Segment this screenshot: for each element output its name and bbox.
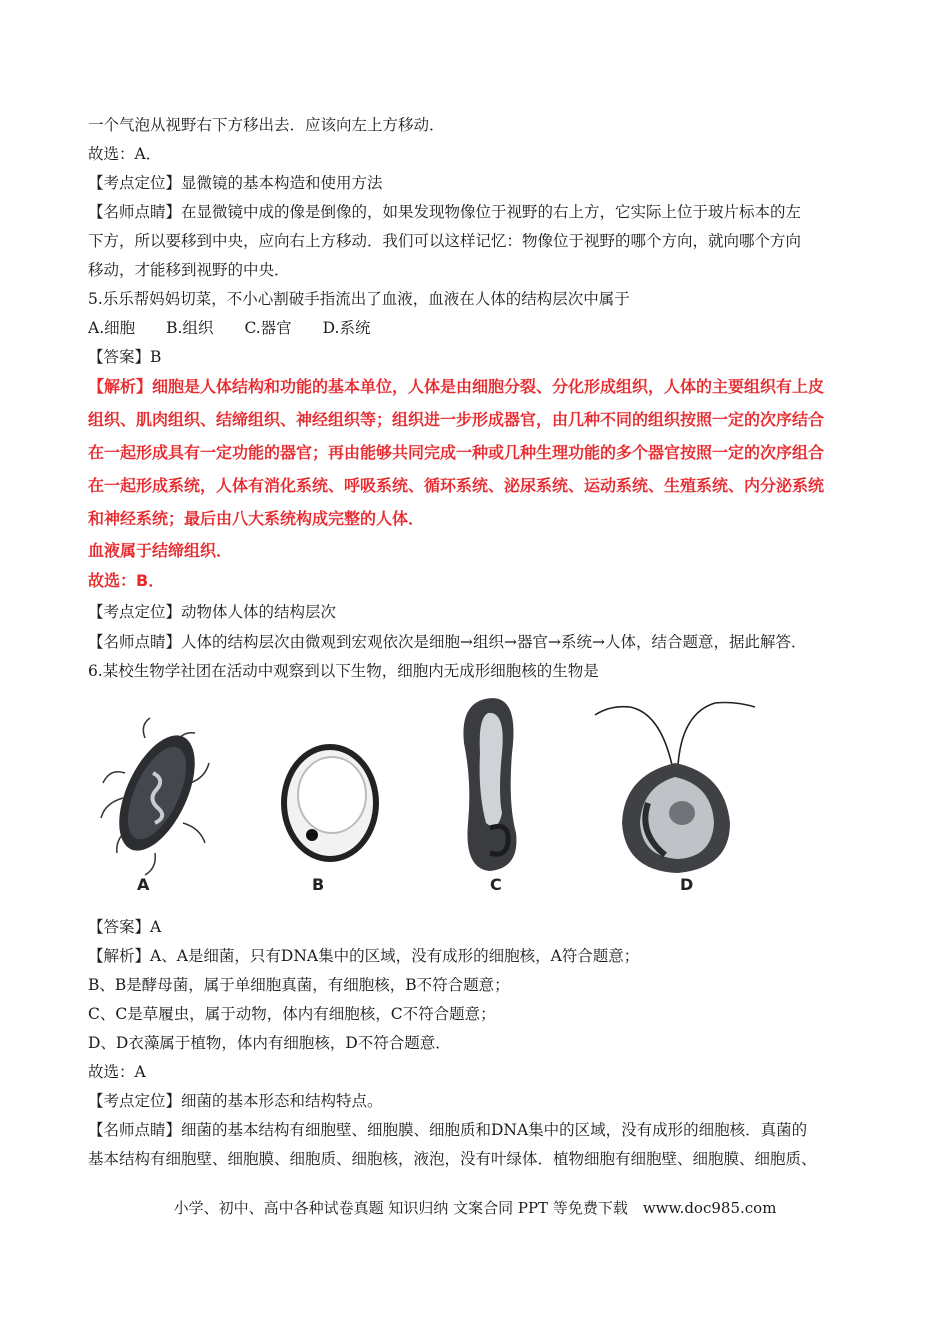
analysis-line: 【解析】细胞是人体结构和功能的基本单位，人体是由细胞分裂、分化形成组织，人体的主要组织有上皮 [88, 377, 825, 396]
bacterium-illustration [95, 713, 215, 883]
text-line: 一个气泡从视野右下方移出去．应该向左上方移动． [88, 116, 445, 134]
question-6: 6.某校生物学社团在活动中观察到以下生物，细胞内无成形细胞核的生物是 [88, 662, 599, 680]
explanation-line: 【解析】A、A是细菌，只有DNA集中的区域，没有成形的细胞核，A符合题意； [88, 947, 640, 965]
page-footer: 小学、初中、高中各种试卷真题 知识归纳 文案合同 PPT 等免费下载 www.doc985.com [173, 1199, 777, 1217]
question-6-answer: 【答案】A [88, 918, 162, 936]
analysis-line: 故选：B． [88, 571, 165, 590]
analysis-line: 和神经系统；最后由八大系统构成完整的人体． [88, 509, 425, 528]
topic-line: 【考点定位】细菌的基本形态和结构特点。 [88, 1092, 383, 1110]
teacher-note-line: 【名师点睛】在显微镜中成的像是倒像的，如果发现物像位于视野的右上方，它实际上位于玻片标本的左 [88, 203, 802, 221]
topic-line: 【考点定位】显微镜的基本构造和使用方法 [88, 174, 383, 192]
question-5-options: A.细胞 B.组织 C.器官 D.系统 [88, 319, 371, 337]
analysis-line: 血液属于结缔组织． [88, 541, 233, 560]
organism-figures [95, 693, 755, 903]
question-5: 5.乐乐帮妈妈切菜，不小心割破手指流出了血液，血液在人体的结构层次中属于 [88, 290, 630, 308]
figure-label-d: D [680, 875, 694, 894]
figure-label-c: C [490, 875, 502, 894]
analysis-line: 在一起形成系统，人体有消化系统、呼吸系统、循环系统、泌尿系统、运动系统、生殖系统、内分泌系统 [88, 476, 825, 495]
teacher-note-line: 【名师点睛】细菌的基本结构有细胞壁、细胞膜、细胞质和DNA集中的区域，没有成形的细胞核．真菌的 [88, 1121, 808, 1139]
analysis-line: 组织、肌肉组织、结缔组织、神经组织等；组织进一步形成器官，由几种不同的组织按照一定的次序结合 [88, 410, 825, 429]
teacher-note-line: 移动，才能移到视野的中央． [88, 261, 290, 279]
teacher-note-line: 下方，所以要移到中央，应向右上方移动．我们可以这样记忆：物像位于视野的哪个方向，就向哪个方向 [88, 232, 802, 250]
figure-label-a: A [137, 875, 150, 894]
teacher-note-line: 基本结构有细胞壁、细胞膜、细胞质、细胞核，液泡，没有叶绿体．植物细胞有细胞壁、细胞膜、细胞质、 [88, 1150, 817, 1168]
paramecium-illustration [450, 693, 540, 878]
answer-line: 故选：A [88, 1063, 146, 1081]
teacher-note-line: 【名师点睛】人体的结构层次由微观到宏观依次是细胞→组织→器官→系统→人体，结合题意，据此解答． [88, 633, 807, 651]
answer-line: 故选：A． [88, 145, 162, 163]
chlamydomonas-illustration [590, 693, 760, 883]
yeast-illustration [280, 743, 380, 863]
topic-line: 【考点定位】动物体人体的结构层次 [88, 603, 337, 621]
explanation-line: B、B是酵母菌，属于单细胞真菌，有细胞核，B不符合题意； [88, 976, 510, 994]
explanation-line: D、D衣藻属于植物，体内有细胞核，D不符合题意． [88, 1034, 451, 1052]
question-5-answer: 【答案】B [88, 348, 162, 366]
analysis-line: 在一起形成具有一定功能的器官；再由能够共同完成一种或几种生理功能的多个器官按照一定的次序组合 [88, 443, 825, 462]
figure-label-b: B [312, 875, 325, 894]
explanation-line: C、C是草履虫，属于动物，体内有细胞核，C不符合题意； [88, 1005, 496, 1023]
